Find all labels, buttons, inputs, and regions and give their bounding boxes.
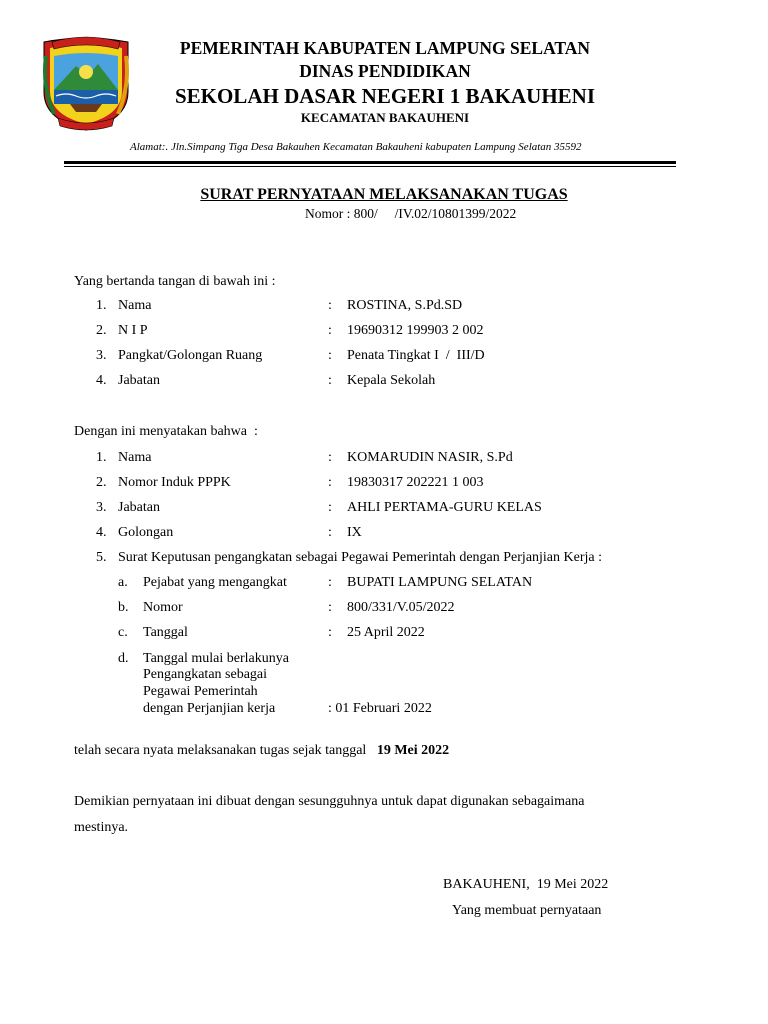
list-item: 5. Surat Keputusan pengangkatan sebagai Pegawai Pemerintah dengan Perjanjian Kerja : (96, 550, 603, 565)
sub-list-item: b. Nomor : 800/331/V.05/2022 (118, 600, 455, 615)
sub-list-item: c. Tanggal : 25 April 2022 (118, 625, 425, 640)
sub-list-item-continued: dengan Perjanjian kerja : 01 Februari 2022 (143, 701, 432, 716)
header-divider-thin (64, 166, 676, 167)
school-name: SEKOLAH DASAR NEGERI 1 BAKAUHENI (174, 84, 596, 108)
statement-text: telah secara nyata melaksanakan tugas sejak tanggal 19 Mei 2022 (74, 743, 450, 758)
govt-name: PEMERINTAH KABUPATEN LAMPUNG SELATAN (179, 38, 591, 58)
statement-date: 19 Mei 2022 (376, 743, 450, 758)
regency-logo (36, 36, 136, 132)
list-item: 1. Nama : ROSTINA, S.Pd.SD (96, 298, 463, 313)
district-name: KECAMATAN BAKAUHENI (300, 110, 470, 125)
agency-name: DINAS PENDIDIKAN (299, 61, 471, 81)
section1-intro: Yang bertanda tangan di bawah ini : (74, 274, 276, 289)
list-item: 1. Nama : KOMARUDIN NASIR, S.Pd (96, 450, 513, 465)
signature-place-date: BAKAUHENI, 19 Mei 2022 (443, 877, 609, 892)
document-number: Nomor : 800/ /IV.02/10801399/2022 (305, 206, 517, 221)
document-title: SURAT PERNYATAAN MELAKSANAKAN TUGAS (200, 186, 568, 203)
signature-role: Yang membuat pernyataan (452, 903, 602, 918)
sub-list-item: d. Tanggal mulai berlakunya (118, 651, 289, 666)
sub-list-item: a. Pejabat yang mengangkat : BUPATI LAMPUNG SELATAN (118, 575, 533, 590)
header-divider (64, 161, 676, 164)
list-item: 3. Pangkat/Golongan Ruang : Penata Tingkat I / III/D (96, 348, 485, 363)
list-item: 2. N I P : 19690312 199903 2 002 (96, 323, 484, 338)
closing-line-1: Demikian pernyataan ini dibuat dengan sesungguhnya untuk dapat digunakan sebagaimana (74, 794, 585, 809)
list-item: 3. Jabatan : AHLI PERTAMA-GURU KELAS (96, 500, 542, 515)
sub-list-item-continued: Pegawai Pemerintah (143, 684, 258, 699)
section2-intro: Dengan ini menyatakan bahwa : (74, 424, 258, 439)
list-item: 2. Nomor Induk PPPK : 19830317 202221 1 003 (96, 475, 484, 490)
list-item: 4. Golongan : IX (96, 525, 362, 540)
closing-line-2: mestinya. (74, 820, 129, 835)
sub-list-item-continued: Pengangkatan sebagai (143, 667, 268, 682)
list-item: 4. Jabatan : Kepala Sekolah (96, 373, 436, 388)
school-address: Alamat:. Jln.Simpang Tiga Desa Bakauhen Kecamatan Bakauheni kabupaten Lampung Selatan 35592 (130, 141, 582, 153)
